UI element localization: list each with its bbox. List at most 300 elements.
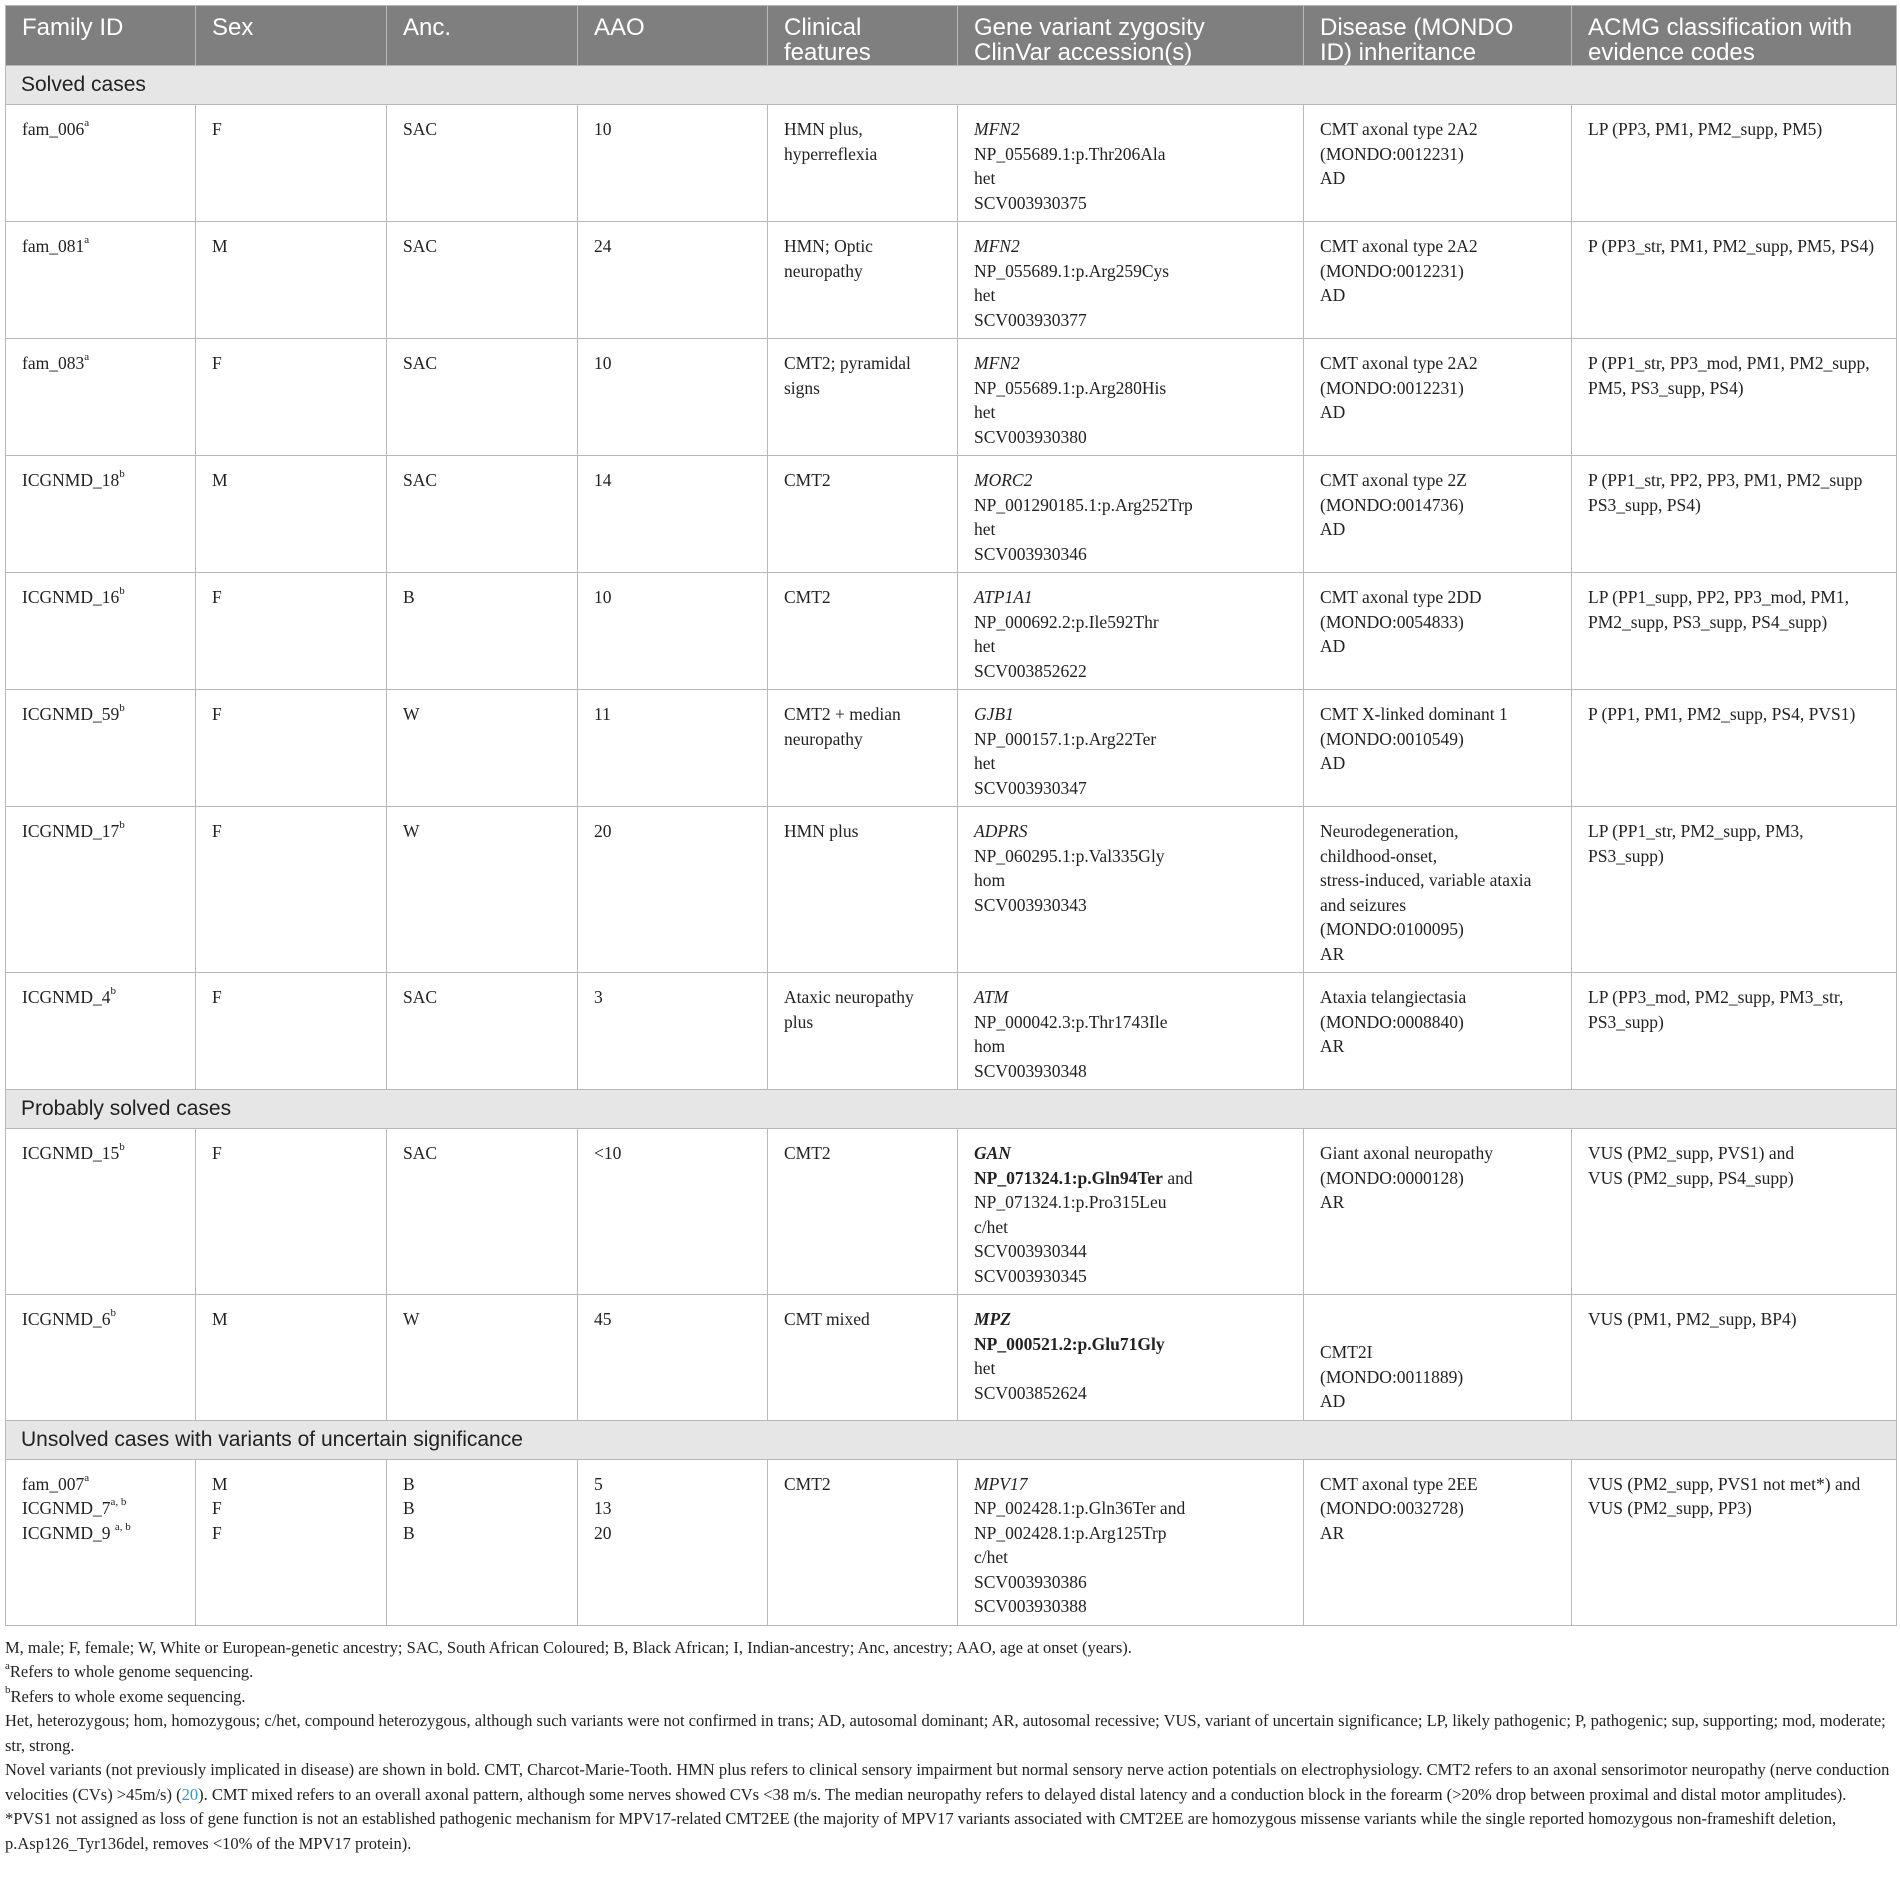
disease-line: AD xyxy=(1320,636,1346,656)
cell-acmg xyxy=(1572,456,1897,573)
disease-line: (MONDO:0032728) xyxy=(1320,1498,1464,1518)
sex-line: F xyxy=(212,119,222,139)
cell-family-id xyxy=(6,1295,196,1421)
anc-line: W xyxy=(403,1309,420,1329)
cell-disease xyxy=(1304,807,1572,973)
clinical-line: CMT2 xyxy=(784,587,831,607)
variant-line xyxy=(974,1332,1293,1357)
variant-line: SCV003930386 xyxy=(974,1571,1087,1592)
table-container xyxy=(5,5,1896,1856)
anc-line: SAC xyxy=(403,470,438,490)
sex-line: F xyxy=(212,821,222,841)
column-header xyxy=(1304,6,1572,66)
table-row xyxy=(6,1295,1897,1421)
variant-line: c/het xyxy=(974,1547,1009,1567)
anc-line: SAC xyxy=(403,1143,438,1163)
family-id xyxy=(22,1472,185,1497)
section-row xyxy=(6,1090,1897,1129)
family-id-sup: b xyxy=(110,985,116,998)
cell-clinical xyxy=(768,339,958,456)
family-id-sup: a xyxy=(84,1471,90,1484)
aao-line: 20 xyxy=(594,821,612,841)
cell-disease xyxy=(1304,573,1572,690)
acmg-line: PS3_supp, PS4) xyxy=(1588,494,1701,515)
variant-line: hom xyxy=(974,870,1006,890)
cell-disease xyxy=(1304,1295,1572,1421)
cell-disease xyxy=(1304,690,1572,807)
section-title: Solved cases xyxy=(6,66,1897,105)
variant-line: SCV003930346 xyxy=(974,543,1087,564)
variant-line xyxy=(974,1166,1293,1191)
variant-line: het xyxy=(974,636,996,656)
cell-gene-variant xyxy=(958,339,1304,456)
section-title: Unsolved cases with variants of uncertain significance xyxy=(6,1420,1897,1459)
footnotes xyxy=(5,1636,1896,1857)
disease-line: CMT axonal type 2A2 xyxy=(1320,353,1478,373)
family-id xyxy=(22,702,185,727)
variant-line: SCV003930344 xyxy=(974,1241,1087,1261)
family-id-text: ICGNMD_6 xyxy=(22,1309,111,1329)
column-header-line: Anc. xyxy=(403,14,452,41)
section-row xyxy=(6,66,1897,105)
variant-line: SCV003930377 xyxy=(974,309,1087,330)
footnote-definitions-post: ). CMT mixed refers to an overall axonal pattern, although some nerves showed CVs <38 m/s. The median neuropathy refers to delayed distal latency and a conduction block in the forearm (>20% drop between proximal and distal motor amplitudes). xyxy=(198,1784,1847,1804)
family-id-text: ICGNMD_4 xyxy=(22,987,111,1007)
clinical-line: CMT2; pyramidal xyxy=(784,353,911,373)
aao-line: 14 xyxy=(594,470,612,490)
family-id xyxy=(22,985,185,1010)
disease-line: AD xyxy=(1320,402,1346,422)
cell-anc xyxy=(387,1295,578,1421)
disease-line: (MONDO:0011889) xyxy=(1320,1366,1464,1387)
cell-family-id xyxy=(6,105,196,222)
cell-acmg xyxy=(1572,1295,1897,1421)
sex-line: F xyxy=(212,704,222,724)
sex-line: F xyxy=(212,1498,222,1518)
acmg-line: P (PP3_str, PM1, PM2_supp, PM5, PS4) xyxy=(1588,236,1875,256)
disease-line: stress-induced, variable ataxia xyxy=(1320,870,1532,890)
anc-line: SAC xyxy=(403,119,438,139)
aao-line: 13 xyxy=(594,1498,612,1518)
cell-aao xyxy=(578,339,768,456)
family-id xyxy=(22,585,185,610)
family-id-sup: b xyxy=(110,1307,116,1320)
family-id-text: ICGNMD_16 xyxy=(22,587,120,607)
cell-clinical xyxy=(768,1459,958,1625)
family-id xyxy=(22,819,185,844)
column-header xyxy=(387,6,578,66)
novel-variant: NP_000521.2:p.Glu71Gly xyxy=(974,1333,1165,1354)
disease-line: CMT X-linked dominant 1 xyxy=(1320,704,1508,724)
family-id-text: ICGNMD_7 xyxy=(22,1498,111,1518)
cell-sex xyxy=(196,456,387,573)
family-id-sup: b xyxy=(119,819,125,832)
family-id xyxy=(22,234,185,259)
footnote-a-text: Refers to whole genome sequencing. xyxy=(9,1662,254,1681)
cell-aao xyxy=(578,690,768,807)
family-id-sup: b xyxy=(119,468,125,481)
clinical-line: HMN plus xyxy=(784,821,859,841)
anc-line: B xyxy=(403,587,415,607)
variant-line: NP_001290185.1:p.Arg252Trp xyxy=(974,494,1193,515)
cell-disease xyxy=(1304,456,1572,573)
acmg-line: PM5, PS3_supp, PS4) xyxy=(1588,377,1744,398)
column-header xyxy=(578,6,768,66)
variant-line: GJB1 xyxy=(974,704,1014,724)
disease-line: CMT axonal type 2Z xyxy=(1320,470,1467,490)
cell-aao xyxy=(578,456,768,573)
variant-line: hom xyxy=(974,1036,1006,1056)
cell-clinical xyxy=(768,1295,958,1421)
cell-acmg xyxy=(1572,1129,1897,1295)
column-header-line: evidence codes xyxy=(1588,39,1755,66)
aao-line: <10 xyxy=(594,1143,622,1163)
clinical-line: CMT mixed xyxy=(784,1309,870,1329)
cell-aao xyxy=(578,1129,768,1295)
cell-acmg xyxy=(1572,1459,1897,1625)
column-header xyxy=(6,6,196,66)
variant-line: ATP1A1 xyxy=(974,587,1033,607)
cell-family-id xyxy=(6,222,196,339)
column-header-line: Gene variant zygosity xyxy=(974,14,1205,41)
sex-line: M xyxy=(212,236,228,256)
variant-line: SCV003930347 xyxy=(974,777,1087,798)
family-id-text: fam_081 xyxy=(22,236,85,256)
cell-acmg xyxy=(1572,339,1897,456)
disease-line: (MONDO:0012231) xyxy=(1320,143,1464,164)
table-row xyxy=(6,456,1897,573)
disease-line: (MONDO:0100095) xyxy=(1320,919,1464,939)
variant-line: ATM xyxy=(974,987,1009,1007)
cell-sex xyxy=(196,1129,387,1295)
variant-line: MORC2 xyxy=(974,470,1033,490)
acmg-line: P (PP1_str, PP2, PP3, PM1, PM2_supp xyxy=(1588,470,1863,490)
family-id xyxy=(22,1496,185,1521)
sex-line: F xyxy=(212,587,222,607)
cell-acmg xyxy=(1572,105,1897,222)
cell-anc xyxy=(387,105,578,222)
sex-line: F xyxy=(212,353,222,373)
acmg-line: VUS (PM2_supp, PS4_supp) xyxy=(1588,1167,1794,1188)
aao-line: 24 xyxy=(594,236,612,256)
variant-line: MFN2 xyxy=(974,119,1020,139)
novel-variant: NP_071324.1:p.Gln94Ter xyxy=(974,1167,1163,1188)
column-header-line: features xyxy=(784,39,871,66)
disease-line: AR xyxy=(1320,943,1345,964)
column-header-line: AAO xyxy=(594,14,645,41)
disease-line: (MONDO:0008840) xyxy=(1320,1011,1464,1032)
cell-anc xyxy=(387,1129,578,1295)
column-header-line: ClinVar accession(s) xyxy=(974,39,1193,66)
cell-sex xyxy=(196,222,387,339)
cell-gene-variant xyxy=(958,690,1304,807)
acmg-line: LP (PP1_str, PM2_supp, PM3, xyxy=(1588,821,1804,841)
cell-anc xyxy=(387,807,578,973)
disease-line: (MONDO:0054833) xyxy=(1320,611,1464,632)
cell-clinical xyxy=(768,1129,958,1295)
clinical-line: CMT2 + median xyxy=(784,704,901,724)
cell-aao xyxy=(578,573,768,690)
cell-clinical xyxy=(768,690,958,807)
family-id-sup: b xyxy=(119,702,125,715)
family-id xyxy=(22,468,185,493)
acmg-line: P (PP1, PM1, PM2_supp, PS4, PVS1) xyxy=(1588,704,1856,724)
cell-gene-variant xyxy=(958,456,1304,573)
cell-acmg xyxy=(1572,973,1897,1090)
variant-line: NP_071324.1:p.Pro315Leu xyxy=(974,1192,1167,1212)
disease-line: AR xyxy=(1320,1522,1345,1543)
footnote-abbreviations: M, male; F, female; W, White or European-genetic ancestry; SAC, South African Coloured; B, Black African; I, Indian-ancestry; Anc, ancestry; AAO, age at onset (years). xyxy=(5,1637,1132,1657)
sex-line: M xyxy=(212,470,228,490)
cell-family-id xyxy=(6,573,196,690)
acmg-line: LP (PP1_supp, PP2, PP3_mod, PM1, xyxy=(1588,587,1849,607)
footnote-abbreviations-2: Het, heterozygous; hom, homozygous; c/het, compound heterozygous, although such variants were not confirmed in trans; AD, autosomal dominant; AR, autosomal recessive; VUS, variant of uncertain significance; LP, likely pathogenic; P, pathogenic; sup, supporting; mod, moderate; str, strong. xyxy=(5,1711,1886,1755)
reference-link[interactable]: 20 xyxy=(181,1784,199,1804)
cell-aao xyxy=(578,973,768,1090)
acmg-line: VUS (PM2_supp, PP3) xyxy=(1588,1498,1752,1518)
cell-aao xyxy=(578,807,768,973)
variant-line: het xyxy=(974,753,996,773)
disease-line: Giant axonal neuropathy xyxy=(1320,1143,1494,1163)
cell-sex xyxy=(196,807,387,973)
column-header xyxy=(1572,6,1897,66)
family-id-sup: a xyxy=(84,117,90,130)
cell-acmg xyxy=(1572,573,1897,690)
cell-sex xyxy=(196,690,387,807)
section-row xyxy=(6,1420,1897,1459)
table-body xyxy=(6,66,1897,1626)
cell-gene-variant xyxy=(958,1459,1304,1625)
cell-sex xyxy=(196,105,387,222)
family-id-sup: a xyxy=(84,234,90,247)
cell-anc xyxy=(387,690,578,807)
aao-line: 45 xyxy=(594,1309,612,1329)
disease-line: (MONDO:0012231) xyxy=(1320,377,1464,398)
cell-gene-variant xyxy=(958,973,1304,1090)
table-row xyxy=(6,339,1897,456)
cell-sex xyxy=(196,1295,387,1421)
variant-line: SCV003930348 xyxy=(974,1060,1087,1081)
family-id xyxy=(22,1141,185,1166)
cell-family-id xyxy=(6,690,196,807)
acmg-line: LP (PP3_mod, PM2_supp, PM3_str, xyxy=(1588,987,1844,1007)
cell-clinical xyxy=(768,456,958,573)
acmg-line: PS3_supp) xyxy=(1588,845,1664,866)
variant-line: NP_000692.2:p.Ile592Thr xyxy=(974,611,1159,632)
cell-disease xyxy=(1304,339,1572,456)
variant-line: c/het xyxy=(974,1216,1009,1237)
family-id-text: ICGNMD_9 xyxy=(22,1522,115,1543)
family-id-sup: a, b xyxy=(114,1520,131,1533)
column-header-line: ACMG classification with xyxy=(1588,14,1853,41)
variant-line: het xyxy=(974,519,996,539)
cell-disease xyxy=(1304,1129,1572,1295)
footnote-b xyxy=(5,1685,1896,1710)
variant-line: SCV003930380 xyxy=(974,426,1087,447)
disease-line: CMT axonal type 2EE xyxy=(1320,1473,1478,1494)
acmg-line: P (PP1_str, PP3_mod, PM1, PM2_supp, xyxy=(1588,353,1870,373)
disease-line: AD xyxy=(1320,168,1346,188)
footnote-a-marker: a xyxy=(5,1659,10,1672)
sex-line: F xyxy=(212,1522,222,1543)
acmg-line: VUS (PM1, PM2_supp, BP4) xyxy=(1588,1309,1797,1329)
acmg-line: PM2_supp, PS3_supp, PS4_supp) xyxy=(1588,611,1828,632)
aao-line: 5 xyxy=(594,1473,603,1494)
table-row xyxy=(6,690,1897,807)
anc-line: W xyxy=(403,704,420,724)
cell-gene-variant xyxy=(958,105,1304,222)
footnote-b-marker: b xyxy=(5,1684,11,1696)
variant-line: NP_000042.3:p.Thr1743Ile xyxy=(974,1011,1168,1032)
family-id xyxy=(22,117,185,142)
variant-line: SCV003852622 xyxy=(974,660,1087,681)
section-title: Probably solved cases xyxy=(6,1090,1897,1129)
cell-aao xyxy=(578,1459,768,1625)
cell-clinical xyxy=(768,807,958,973)
disease-line: CMT2I xyxy=(1320,1342,1373,1362)
family-id-text: fam_007 xyxy=(22,1473,85,1494)
family-id-sup: a, b xyxy=(110,1496,127,1509)
variants-table xyxy=(5,5,1897,1626)
sex-line: M xyxy=(212,1309,228,1329)
cell-family-id xyxy=(6,807,196,973)
column-header-line: ID) inheritance xyxy=(1320,39,1477,66)
clinical-line: HMN; Optic xyxy=(784,236,873,256)
cell-family-id xyxy=(6,1459,196,1625)
anc-line: B xyxy=(403,1473,415,1494)
column-header-line: Disease (MONDO xyxy=(1320,14,1514,41)
family-id-text: ICGNMD_17 xyxy=(22,821,120,841)
clinical-line: HMN plus, xyxy=(784,119,863,139)
disease-line: (MONDO:0010549) xyxy=(1320,728,1464,749)
variant-line: SCV003930343 xyxy=(974,894,1087,915)
cell-acmg xyxy=(1572,222,1897,339)
disease-line: CMT axonal type 2A2 xyxy=(1320,236,1478,256)
aao-line: 11 xyxy=(594,704,611,724)
cell-acmg xyxy=(1572,690,1897,807)
variant-line: NP_055689.1:p.Arg280His xyxy=(974,377,1167,398)
acmg-line: VUS (PM2_supp, PVS1 not met*) and xyxy=(1588,1473,1861,1494)
gene-symbol: MPZ xyxy=(974,1309,1011,1329)
family-id xyxy=(22,351,185,376)
column-header-line: Sex xyxy=(212,14,254,41)
family-id-sup: a xyxy=(84,351,90,364)
disease-line: (MONDO:0014736) xyxy=(1320,494,1464,515)
gene-symbol: GAN xyxy=(974,1143,1011,1163)
cell-sex xyxy=(196,573,387,690)
family-id-text: ICGNMD_18 xyxy=(22,470,120,490)
family-id xyxy=(22,1307,185,1332)
family-id-sup: b xyxy=(119,585,125,598)
disease-line: AD xyxy=(1320,753,1346,773)
clinical-line: CMT2 xyxy=(784,1473,831,1494)
disease-line: and seizures xyxy=(1320,894,1407,915)
acmg-line: PS3_supp) xyxy=(1588,1011,1664,1032)
sex-line: F xyxy=(212,987,222,1007)
disease-line: childhood-onset, xyxy=(1320,845,1438,866)
variant-line: SCV003930388 xyxy=(974,1596,1087,1616)
clinical-line: Ataxic neuropathy xyxy=(784,987,914,1007)
sex-line: M xyxy=(212,1473,228,1494)
clinical-line: CMT2 xyxy=(784,470,831,490)
cell-aao xyxy=(578,222,768,339)
variant-line: MPV17 xyxy=(974,1473,1028,1494)
variant-line: MFN2 xyxy=(974,353,1020,373)
footnote-a xyxy=(5,1660,1896,1685)
variant-line: MFN2 xyxy=(974,236,1020,256)
disease-line: (MONDO:0000128) xyxy=(1320,1167,1464,1188)
variant-line: het xyxy=(974,402,996,422)
clinical-line: signs xyxy=(784,377,820,398)
variant-line: het xyxy=(974,168,996,188)
disease-line: CMT axonal type 2DD xyxy=(1320,587,1482,607)
column-header xyxy=(196,6,387,66)
header-row xyxy=(6,6,1897,66)
anc-line: SAC xyxy=(403,353,438,373)
cell-family-id xyxy=(6,973,196,1090)
cell-disease xyxy=(1304,973,1572,1090)
cell-gene-variant xyxy=(958,1295,1304,1421)
variant-line: het xyxy=(974,1358,996,1378)
cell-gene-variant xyxy=(958,573,1304,690)
disease-line: AD xyxy=(1320,285,1346,305)
sex-line: F xyxy=(212,1143,222,1163)
aao-line: 20 xyxy=(594,1522,612,1543)
cell-anc xyxy=(387,1459,578,1625)
table-row xyxy=(6,222,1897,339)
clinical-line: hyperreflexia xyxy=(784,143,878,164)
variant-line: NP_000157.1:p.Arg22Ter xyxy=(974,728,1157,749)
variant-line: NP_055689.1:p.Arg259Cys xyxy=(974,260,1170,281)
anc-line: W xyxy=(403,821,420,841)
family-id-sup: b xyxy=(119,1141,125,1154)
variant-line: SCV003852624 xyxy=(974,1382,1087,1403)
disease-line: Ataxia telangiectasia xyxy=(1320,987,1467,1007)
cell-anc xyxy=(387,973,578,1090)
clinical-line: neuropathy xyxy=(784,260,863,281)
column-header xyxy=(768,6,958,66)
aao-line: 10 xyxy=(594,119,612,139)
table-row xyxy=(6,973,1897,1090)
cell-gene-variant xyxy=(958,807,1304,973)
disease-line: Neurodegeneration, xyxy=(1320,821,1459,841)
column-header-line: Family ID xyxy=(22,14,124,41)
table-row xyxy=(6,1459,1897,1625)
clinical-line: neuropathy xyxy=(784,728,863,749)
table-row xyxy=(6,807,1897,973)
variant-suffix: and xyxy=(1162,1167,1193,1188)
variant-line: het xyxy=(974,285,996,305)
family-id-text: ICGNMD_15 xyxy=(22,1143,120,1163)
cell-disease xyxy=(1304,222,1572,339)
cell-aao xyxy=(578,105,768,222)
acmg-line: LP (PP3, PM1, PM2_supp, PM5) xyxy=(1588,119,1823,139)
cell-clinical xyxy=(768,973,958,1090)
cell-clinical xyxy=(768,573,958,690)
footnote-b-text: Refers to whole exome sequencing. xyxy=(10,1686,246,1706)
disease-line: (MONDO:0012231) xyxy=(1320,260,1464,281)
anc-line: SAC xyxy=(403,236,438,256)
table-row xyxy=(6,573,1897,690)
anc-line: SAC xyxy=(403,987,438,1007)
cell-gene-variant xyxy=(958,1129,1304,1295)
clinical-line: plus xyxy=(784,1011,814,1032)
cell-disease xyxy=(1304,1459,1572,1625)
aao-line: 10 xyxy=(594,587,612,607)
family-id-text: fam_083 xyxy=(22,353,85,373)
cell-sex xyxy=(196,339,387,456)
cell-sex xyxy=(196,1459,387,1625)
